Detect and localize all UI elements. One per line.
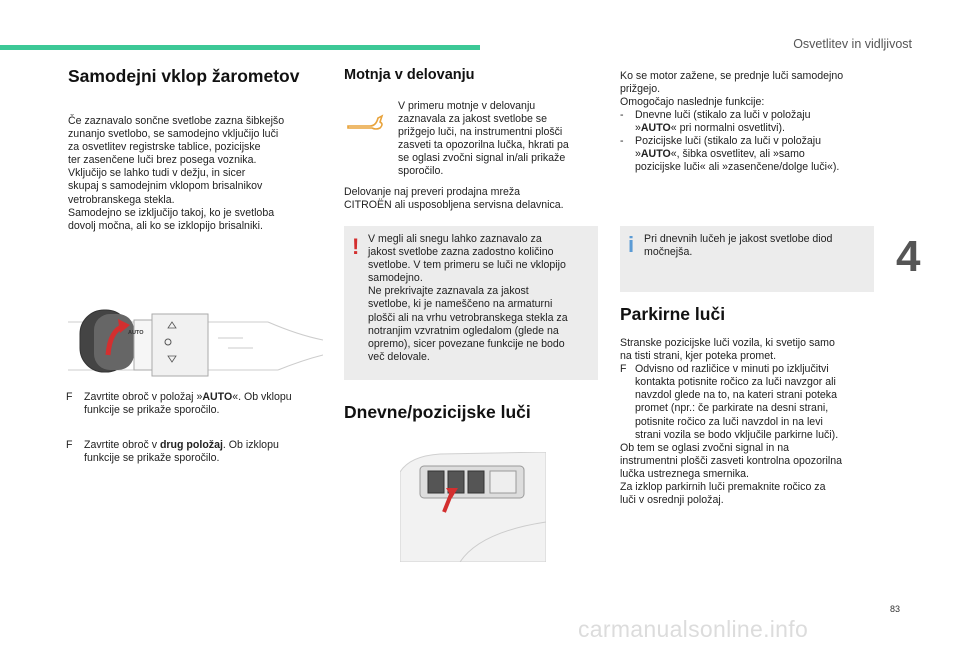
auto-position-label: AUTO — [128, 330, 144, 336]
daytime-lights-functions: - Dnevne luči (stikalo za luči v položaju »AUTO« pri normalni osvetlitvi). - Pozicijske luči (stikalo za luči v položaju »AUTO«, šibka osvetlitev, ali »samo pozicijske luči« ali »zasenčene/dolge luči«). — [620, 109, 840, 174]
step-auto-off: F Zavrtite obroč v drug položaj. Ob izklopu funkcije se prikaže sporočilo. — [66, 439, 279, 465]
heading-auto-headlamps: Samodejni vklop žarometov — [68, 66, 300, 86]
step-auto-on: F Zavrtite obroč v položaj »AUTO«. Ob vklopu funkcije se prikaže sporočilo. — [66, 391, 292, 417]
header-accent-bar — [0, 45, 480, 50]
wrench-icon — [346, 108, 386, 134]
heading-daytime-lights: Dnevne/pozicijske luči — [344, 402, 531, 422]
malfunction-service-note: Delovanje naj preveri prodajna mreža CITROËN ali usposobljena servisna delavnica. — [344, 186, 564, 212]
watermark: carmanualsonline.info — [578, 616, 809, 642]
section-title: Osvetlitev in vidljivost — [793, 37, 912, 51]
light-stalk-illustration — [68, 300, 323, 380]
parking-lights-text: Stranske pozicijske luči vozila, ki svetijo samo na tisti strani, kjer poteka promet. F Odvisno od različice v minuti po izključitvi kontakta potisnite ročico za luči navzgor ali navzdol glede na to, na kateri strani poteka promet (npr.: če parkirate na desni strani, potisnite ročico za luči navzdol in na levi strani vozila se bodo vključile parkirne luči). Ob tem se oglasi zvočni signal in na instrumentni plošči zasveti kontrolna opozorilna lučka ustreznega smernika. Za izklop parkirnih luči premaknite ročico za luči v osrednji položaj. — [620, 337, 842, 507]
page-number: 83 — [890, 604, 901, 614]
warning-box — [344, 226, 598, 380]
heading-parking-lights: Parkirne luči — [620, 304, 726, 324]
warning-icon: ! — [352, 234, 360, 259]
info-box — [620, 226, 874, 292]
info-icon: i — [628, 232, 635, 257]
chapter-number: 4 — [896, 232, 921, 281]
malfunction-text: V primeru motnje v delovanju zaznavala za jakost svetlobe se prižgejo luči, na instrumentni plošči zasveti ta opozorilna lučka, hkrati pa se oglasi zvočni signal in/ali prikaže sporočilo. — [398, 100, 569, 178]
heading-malfunction: Motnja v delovanju — [344, 67, 475, 83]
warning-text: V megli ali snegu lahko zaznavalo za jakost svetlobe zazna zadostno količino svetlobe. V tem primeru se luči ne vklopijo samodejno. Ne prekrivajte zaznavala za jakost svetlobe, ki je nameščeno na armaturni plošči ali na vrhu vetrobranskega stekla za notranjim vzvratnim ogledalom (glede na opremo), sicer povezane funkcije ne bodo več delovale. — [368, 233, 568, 363]
daytime-lights-intro: Ko se motor zažene, se prednje luči samodejno prižgejo. Omogočajo naslednje funkcije: — [620, 70, 844, 109]
auto-headlamps-intro: Če zaznavalo sončne svetlobe zazna šibkejšo zunanjo svetlobo, se samodejno vključijo luči za osvetlitev registrske tablice, pozicijske ter zasenčene luči brez posega voznika. Vključijo se lahko tudi v dežju, in sicer skupaj s samodejnim vklopom brisalnikov vetrobranskega stekla. Samodejno se izključijo takoj, ko je svetloba dovolj močna, ali ko se izklopijo brisalniki. — [68, 115, 285, 232]
info-text: Pri dnevnih lučeh je jakost svetlobe diod močnejša. — [644, 233, 833, 259]
daytime-lights-switch-illustration — [400, 452, 546, 562]
